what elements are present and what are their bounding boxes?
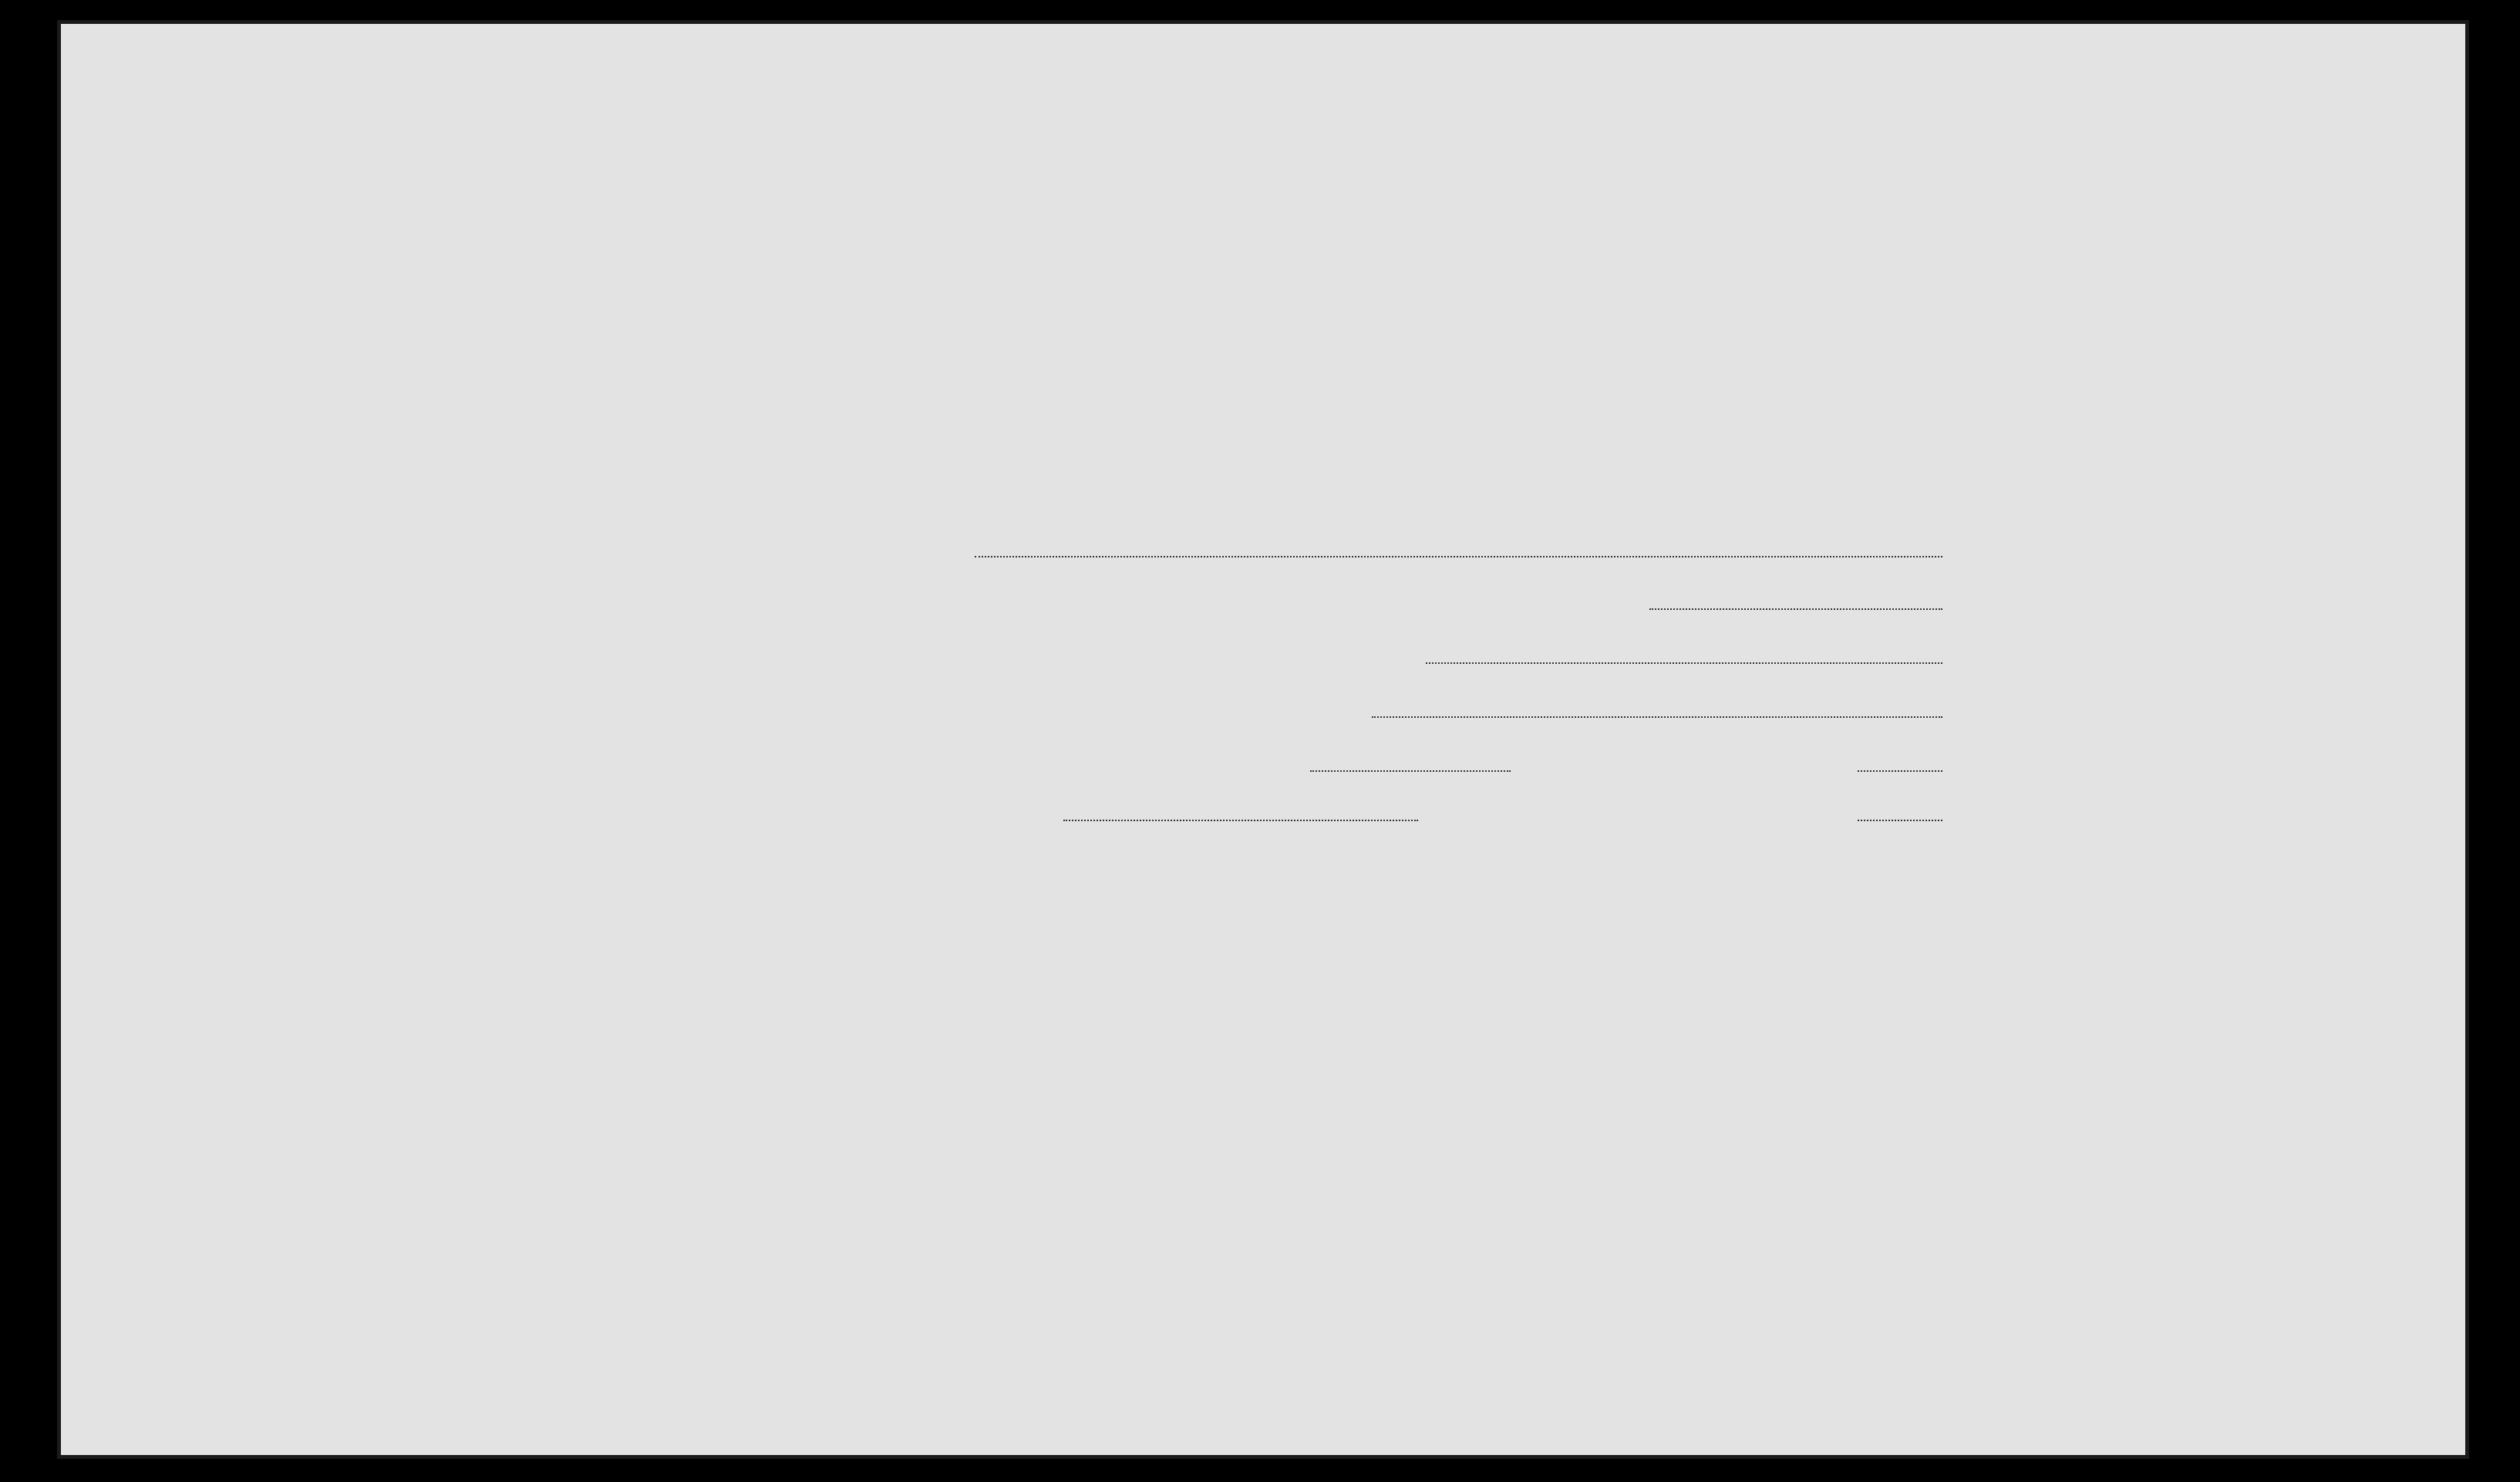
workers-label (331, 425, 385, 949)
middle-band (61, 409, 2465, 952)
bottom-band (61, 952, 2465, 1459)
right-heads (2151, 409, 2465, 952)
workers-columns (153, 409, 331, 952)
population-label (1941, 425, 2003, 949)
population-columns (2004, 409, 2151, 841)
census-card (57, 20, 2469, 1459)
top-band (61, 24, 2465, 406)
